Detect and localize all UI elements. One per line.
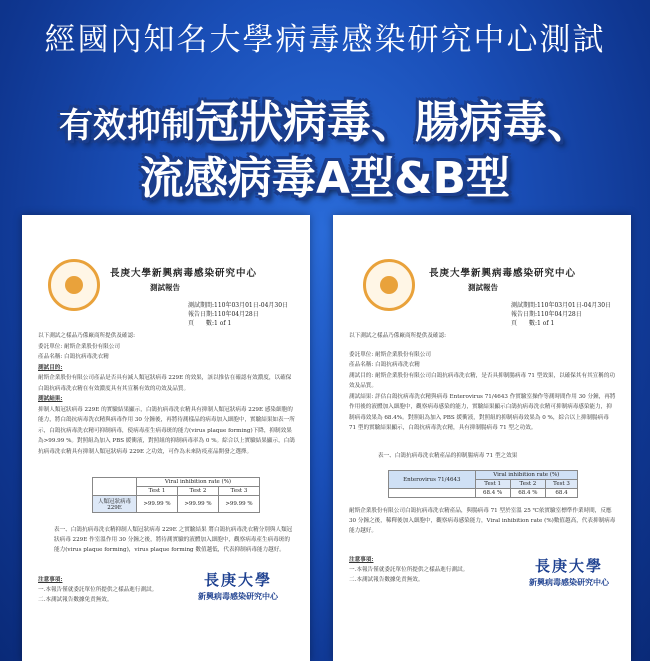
- report-title: 測試報告: [150, 283, 180, 292]
- center-name: 長庚大學新興病毒感染研究中心: [110, 268, 258, 279]
- results-table: [388, 470, 578, 498]
- value-test-1: >99.99 %: [137, 496, 178, 513]
- value-test-3: 68.4: [546, 489, 578, 498]
- university-seal-icon: [363, 259, 415, 311]
- value-test-1: 68.4 %: [475, 489, 510, 498]
- table-header: Viral inhibition rate (%): [475, 471, 577, 480]
- purpose-text: 測試目的: 耐斯企業股份有限公司白鴿抗病毒洗衣精，是否具抑制腸病毒 71 型效果，以確保其有其宣稱的功效及品質。: [349, 372, 616, 389]
- results-table: [92, 477, 260, 513]
- col-test-2: Test 2: [510, 480, 545, 489]
- page-count: 頁 數:1 of 1: [188, 320, 232, 327]
- table-caption: 耐斯企業股份有限公司白鴿抗病毒洗衣精產品，與腸病毒 71 型於室溫 25 ℃依實驗室標準作業時間，反應 30 分鐘之後，稀釋後加入細胞中，觀察病毒感染能力，Viral inhibition rate (%)數值越高，代表抑制病毒能力越好。: [349, 508, 616, 534]
- note-2: 二.本測試報告數據免責無效。: [349, 577, 424, 583]
- slogan-small-text: 有效抑制: [59, 106, 195, 146]
- row-label: 人類冠狀病毒 229E: [93, 496, 137, 513]
- note-1: 一.本報告僅就委託單位所提供之樣品進行測試。: [349, 567, 469, 573]
- slogan-line-1: [0, 86, 650, 150]
- report-body: [38, 331, 296, 457]
- notes: [38, 575, 157, 605]
- test-report-enterovirus: [333, 215, 631, 661]
- slogan-big-text: 冠狀病毒、腸病毒、: [195, 97, 591, 148]
- result-label: 測試結果:: [38, 396, 63, 402]
- intro: 以下測試之樣品乃係廠商所提供及確認:: [349, 333, 446, 339]
- report-body: [349, 331, 617, 434]
- intro: 以下測試之樣品乃係廠商所提供及確認:: [38, 333, 135, 339]
- test-period: 測試期間:110年03月01日-04月30日: [188, 302, 289, 309]
- signature-stamp: [529, 555, 609, 588]
- signature-sub: 新興病毒感染研究中心: [198, 591, 278, 601]
- report-date: 報告日期:110年04月28日: [511, 311, 582, 318]
- value-test-2: >99.99 %: [178, 496, 219, 513]
- col-test-1: Test 1: [137, 487, 178, 496]
- report-title: 測試報告: [468, 283, 498, 292]
- report-date: 報告日期:110年04月28日: [188, 311, 259, 318]
- row-label: [389, 489, 476, 498]
- note-2: 二.本測試報告數據免責無效。: [38, 597, 113, 603]
- signature-main: 長庚大學: [203, 571, 272, 589]
- test-period: 測試期間:110年03月01日-04月30日: [511, 302, 612, 309]
- client: 委託單位: 耐斯企業股份有限公司: [38, 343, 120, 350]
- purpose-text: 耐斯企業股份有限公司產品是否具有減人類冠狀病毒 229E 的效果，該以推估在確認有效濃度，以確保白鴿抗病毒洗衣精在有效濃度具有其宣稱有效的功效及品質。: [38, 375, 292, 392]
- result-text: 測試結果: 評估白鴿抗病毒洗衣精與病毒 Enterovirus 71/4643 作實驗室操作等測時間作用 30 分鐘，再將作用後的液體加入細胞中，觀察病毒感染的能力，實驗結果顯示白鴿抗病毒洗衣精可抑制病毒感染能力，抑制病毒效果為 68.4%。對照組為加入 PBS 緩衝液，對照組的抑制病毒效果為 0 %，綜合以上抑制腸病毒 71 型的實驗結果顯示，白鴿抗病毒洗衣精，具有抑制腸病毒 71 型之功效。: [349, 393, 616, 431]
- product: 產品名稱: 白鴿抗病毒洗衣精: [349, 362, 420, 368]
- test-report-coronavirus: [22, 215, 310, 661]
- table-header: Viral inhibition rate (%): [137, 478, 260, 487]
- col-test-3: Test 3: [219, 487, 260, 496]
- table-caption: 表一、白鴿抗病毒洗衣精抑制人類冠狀病毒 229E 之實驗結果 將白鴿抗病毒洗衣精分別與人類冠狀病毒 229E 作室溫作用 30 分鐘之後，將待測實驗的液體加入細胞中，觀察病毒產生病毒斑的能力(virus plaque forming)，virus plaque forming 數值越低，代表抑制病毒能力越好。: [54, 527, 293, 553]
- note-1: 一.本報告僅就委託單位所提供之樣品進行測試。: [38, 587, 158, 593]
- report-meta: [188, 301, 288, 328]
- signature-sub: 新興病毒感染研究中心: [529, 577, 609, 587]
- notes-label: 注意事項:: [38, 577, 63, 583]
- table-corner: [93, 478, 137, 496]
- col-test-1: Test 1: [475, 480, 510, 489]
- notes: [349, 555, 468, 585]
- col-test-3: Test 3: [546, 480, 578, 489]
- table-corner: Enterovirus 71/4643: [389, 471, 476, 489]
- purpose-label: 測試目的:: [38, 364, 63, 371]
- notes-label: 注意事項:: [349, 557, 374, 563]
- signature-main: 長庚大學: [534, 557, 603, 575]
- table-title: 表一、白鴿抗病毒洗衣精產品的抑制腸病毒 71 型之效果: [378, 453, 518, 459]
- center-name: 長庚大學新興病毒感染研究中心: [429, 268, 577, 279]
- value-test-2: 68.4 %: [510, 489, 545, 498]
- result-text: 抑制人類冠狀病毒 229E 的實驗結果顯示，白鴿抗病毒洗衣精具有抑制人類冠狀病毒 229E 感染細胞的能力，將白鴿抗病毒洗衣精與病毒作用 30 分鐘後，再將待測樣品的病毒加入細胞中，實驗結果如表一所示，白鴿抗病毒洗衣精可抑制病毒，使病毒產生病毒斑的能力(virus plaque forming)下降，抑制效果為>99.99 %。對照組為加入 PBS 緩衝液，對照組的抑制病毒率為 0 %。綜合以上實驗結果顯示，白鴿抗病毒洗衣精具有抑制人類冠狀病毒 229E 之功效，可作為未來防疫產品開發之選擇。: [38, 406, 295, 455]
- col-test-2: Test 2: [178, 487, 219, 496]
- product: 產品名稱: 白鴿抗病毒洗衣精: [38, 354, 109, 360]
- report-meta: [511, 301, 611, 328]
- slogan-line-2: 流感病毒A型&B型: [140, 153, 510, 204]
- value-test-3: >99.99 %: [219, 496, 260, 513]
- page-count: 頁 數:1 of 1: [511, 320, 555, 327]
- headline: 經國內知名大學病毒感染研究中心測試: [44, 22, 606, 58]
- signature-stamp: [198, 569, 278, 602]
- client: 委託單位: 耐斯企業股份有限公司: [349, 351, 431, 358]
- university-seal-icon: [48, 259, 100, 311]
